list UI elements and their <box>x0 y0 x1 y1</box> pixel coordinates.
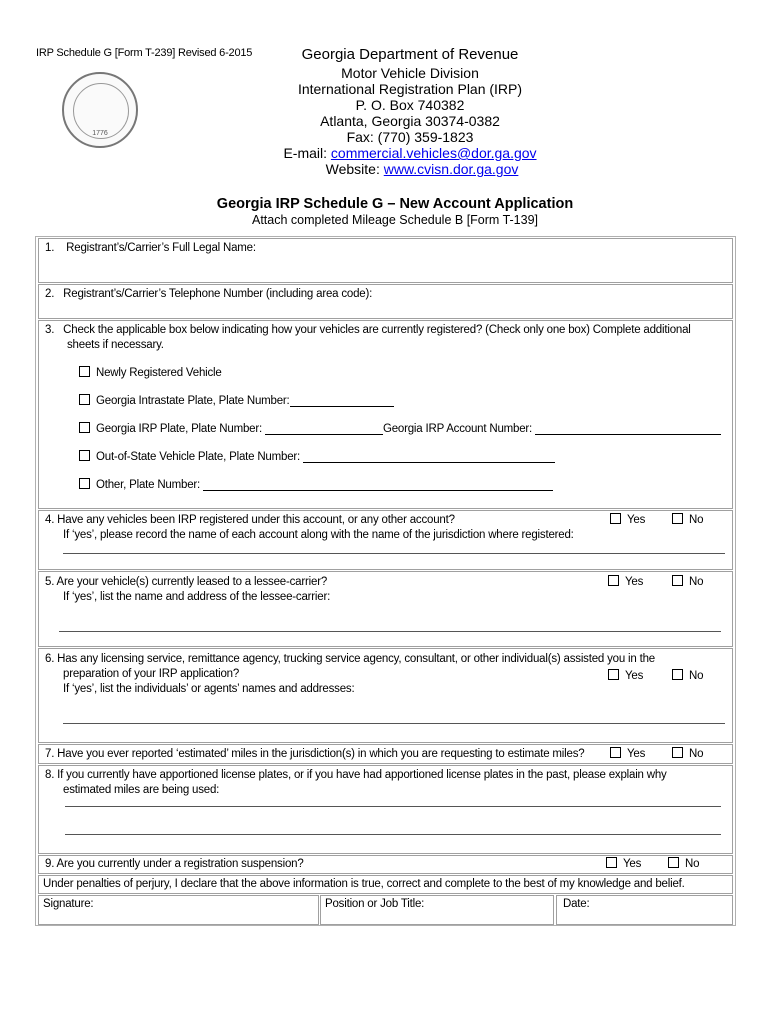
agency-name: Georgia Department of Revenue <box>301 46 519 63</box>
q3-question: 3. Check the applicable box below indicating how your vehicles are currently registered? (Check only one box) Complete additional <box>45 324 691 336</box>
checkbox[interactable] <box>79 422 90 433</box>
checkbox[interactable] <box>672 513 683 524</box>
irp-plate-field[interactable] <box>265 423 383 435</box>
q5-no[interactable]: No <box>672 575 703 588</box>
option-out-of-state[interactable]: Out-of-State Vehicle Plate, Plate Number: <box>79 450 555 463</box>
website-line <box>262 161 582 177</box>
q6-instruction: If ‘yes’, list the individuals’ or agents’ names and addresses: <box>63 683 355 695</box>
q1-label: 1. Registrant’s/Carrier’s Full Legal Name: <box>45 242 256 254</box>
declaration-row <box>38 875 733 894</box>
checkbox[interactable] <box>672 575 683 586</box>
option-intrastate[interactable]: Georgia Intrastate Plate, Plate Number: <box>79 394 394 407</box>
q2-row[interactable] <box>38 284 733 319</box>
option-other[interactable]: Other, Plate Number: <box>79 478 553 491</box>
q4-question: 4. Have any vehicles been IRP registered under this account, or any other account? <box>45 514 455 526</box>
city: Atlanta, Georgia 30374-0382 <box>320 113 500 129</box>
q4-instruction: If ‘yes’, please record the name of each account along with the name of the jurisdiction where registered: <box>63 529 574 541</box>
q5-row <box>38 571 733 647</box>
po-box: P. O. Box 740382 <box>355 97 465 113</box>
form-id: IRP Schedule G [Form T-239] Revised 6-2015 <box>36 47 253 59</box>
q6-no[interactable]: No <box>672 669 703 682</box>
q7-no[interactable]: No <box>672 747 703 760</box>
program-name: International Registration Plan (IRP) <box>297 81 523 97</box>
date-field[interactable] <box>556 895 733 925</box>
page-title: Georgia IRP Schedule G – New Account Application <box>216 196 574 212</box>
q9-question: 9. Are you currently under a registration suspension? <box>45 858 304 870</box>
q7-yes[interactable]: Yes <box>610 747 645 760</box>
signature-field[interactable] <box>38 895 319 925</box>
q9-yes[interactable]: Yes <box>606 857 641 870</box>
q6-question: 6. Has any licensing service, remittance agency, trucking service agency, consultant, or other individual(s) assisted you in the <box>45 653 655 665</box>
checkbox[interactable] <box>608 669 619 680</box>
website-label: Website: <box>325 161 384 177</box>
declaration-text: Under penalties of perjury, I declare that the above information is true, correct and complete to the best of my knowledge and belief. <box>43 878 685 890</box>
q5-question: 5. Are your vehicle(s) currently leased to a lessee-carrier? <box>45 576 328 588</box>
intrastate-plate-field[interactable] <box>290 395 394 407</box>
out-of-state-plate-field[interactable] <box>303 451 555 463</box>
q4-yes[interactable]: Yes <box>610 513 645 526</box>
q6-answer-line[interactable] <box>63 723 725 724</box>
division-name: Motor Vehicle Division <box>341 65 479 81</box>
checkbox[interactable] <box>79 394 90 405</box>
irp-account-field[interactable] <box>535 423 721 435</box>
q4-no[interactable]: No <box>672 513 703 526</box>
checkbox[interactable] <box>668 857 679 868</box>
q5-yes[interactable]: Yes <box>608 575 643 588</box>
page-subtitle: Attach completed Mileage Schedule B [Form T-139] <box>251 213 539 227</box>
q2-label: 2. Registrant’s/Carrier’s Telephone Number (including area code): <box>45 288 373 300</box>
q7-question: 7. Have you ever reported ‘estimated’ miles in the jurisdiction(s) in which you are requesting to estimate miles? <box>45 748 585 760</box>
checkbox[interactable] <box>608 575 619 586</box>
q4-row <box>38 510 733 570</box>
date-label: Date: <box>563 898 590 910</box>
checkbox[interactable] <box>79 450 90 461</box>
checkbox[interactable] <box>79 478 90 489</box>
q8-row <box>38 765 733 854</box>
other-plate-field[interactable] <box>203 479 553 491</box>
q3-question-cont: sheets if necessary. <box>67 339 164 351</box>
checkbox[interactable] <box>672 669 683 680</box>
q8-question: 8. If you currently have apportioned license plates, or if you have had apportioned license plates in the past, please explain why <box>45 769 667 781</box>
email-line <box>250 145 570 161</box>
email-label: E-mail: <box>283 145 331 161</box>
q6-row <box>38 648 733 743</box>
q8-question-cont: estimated miles are being used: <box>63 784 220 796</box>
position-field[interactable] <box>320 895 554 925</box>
checkbox[interactable] <box>79 366 90 377</box>
option-irp-plate[interactable]: Georgia IRP Plate, Plate Number: Georgia IRP Account Number: <box>79 422 721 435</box>
q5-instruction: If ‘yes’, list the name and address of the lessee-carrier: <box>63 591 331 603</box>
q7-row <box>38 744 733 764</box>
checkbox[interactable] <box>606 857 617 868</box>
option-newly-registered[interactable]: Newly Registered Vehicle <box>79 366 222 379</box>
georgia-seal-logo <box>62 72 138 148</box>
q5-answer-line[interactable] <box>59 631 721 632</box>
q4-answer-line[interactable] <box>63 553 725 554</box>
q6-question-cont: preparation of your IRP application? <box>63 668 240 680</box>
checkbox[interactable] <box>610 513 621 524</box>
q6-yes[interactable]: Yes <box>608 669 643 682</box>
q9-row <box>38 855 733 874</box>
q3-row <box>38 320 733 509</box>
q9-no[interactable]: No <box>668 857 699 870</box>
position-label: Position or Job Title: <box>325 898 425 910</box>
irp-account-label: Georgia IRP Account Number: <box>382 423 536 435</box>
q8-answer-line-2[interactable] <box>65 834 721 835</box>
q8-answer-line-1[interactable] <box>65 806 721 807</box>
email-link[interactable]: commercial.vehicles@dor.ga.gov <box>330 145 537 161</box>
website-link[interactable]: www.cvisn.dor.ga.gov <box>383 161 519 177</box>
fax: Fax: (770) 359-1823 <box>346 129 474 145</box>
checkbox[interactable] <box>672 747 683 758</box>
q1-row[interactable] <box>38 238 733 283</box>
checkbox[interactable] <box>610 747 621 758</box>
seal-year: 1776 <box>92 130 108 137</box>
signature-label: Signature: <box>43 898 94 910</box>
